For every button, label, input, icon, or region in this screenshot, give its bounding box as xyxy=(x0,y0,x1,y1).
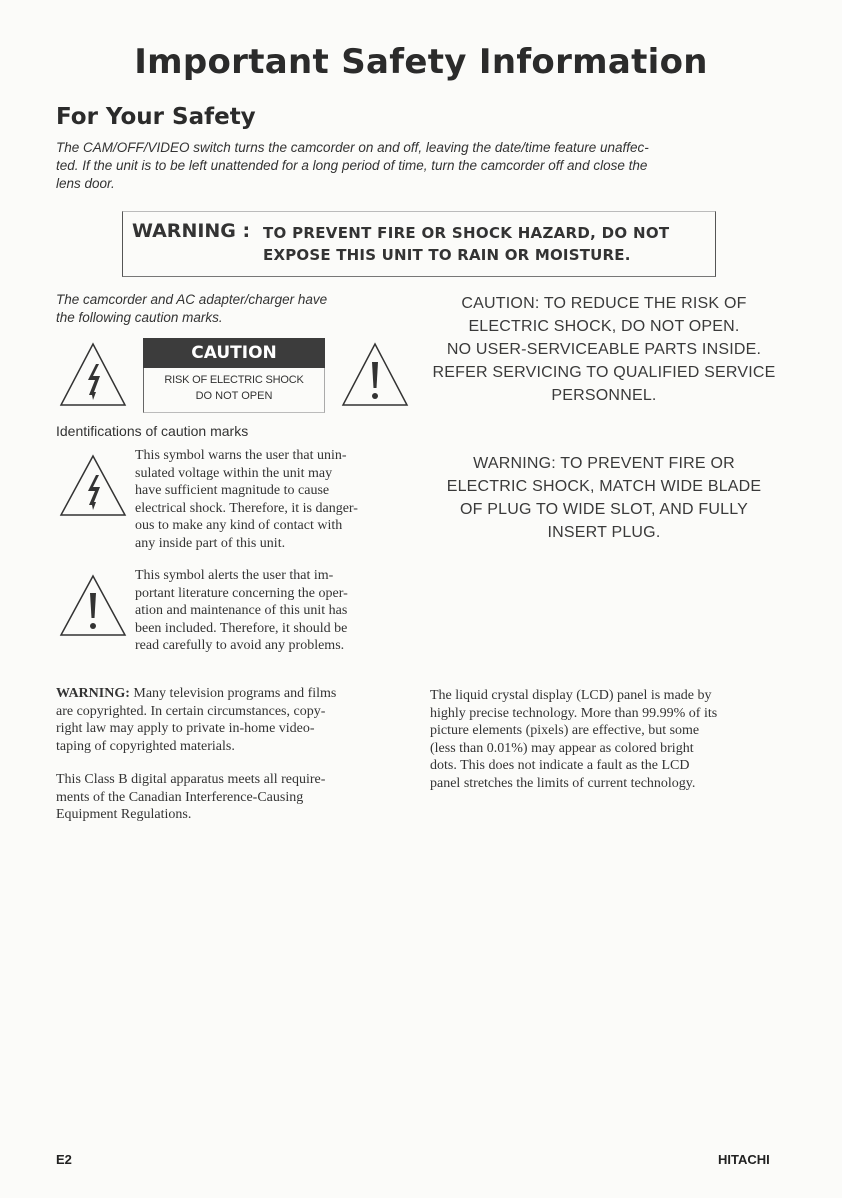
intro-line: ted. If the unit is to be left unattended for a long period of time, turn the camcorder off and close the xyxy=(56,158,648,173)
copyright-line: are copyrighted. In certain circumstances, copy- xyxy=(56,703,326,719)
description-line: ous to make any kind of contact with xyxy=(135,518,343,533)
description-line: sulated voltage within the unit may xyxy=(135,465,333,481)
plug-warning-statement xyxy=(426,452,782,544)
lightning-symbol-description xyxy=(135,447,409,552)
caution-statement-line: CAUTION: TO REDUCE THE RISK OF xyxy=(461,295,747,312)
caution-intro-line: The camcorder and AC adapter/charger have xyxy=(56,292,328,307)
exclamation-symbol-description xyxy=(135,567,409,655)
caution-label-line: DO NOT OPEN xyxy=(195,390,273,402)
lcd-line: dots. This does not indicate a fault as the LCD xyxy=(430,758,690,773)
lightning-warning-icon xyxy=(58,452,128,518)
warning-label: WARNING : xyxy=(132,220,251,242)
caution-statement-line: REFER SERVICING TO QUALIFIED SERVICE xyxy=(432,364,776,381)
caution-marks-caption: Identifications of caution marks xyxy=(56,423,249,439)
canada-line: Equipment Regulations. xyxy=(56,807,192,822)
description-line: read carefully to avoid any problems. xyxy=(135,638,345,653)
warning-statement-line: OF PLUG TO WIDE SLOT, AND FULLY xyxy=(459,501,749,518)
canada-line: ments of the Canadian Interference-Causing xyxy=(56,789,304,805)
section-title: For Your Safety xyxy=(56,104,256,130)
description-line: ation and maintenance of this unit has xyxy=(135,603,348,618)
warning-text-line: EXPOSE THIS UNIT TO RAIN OR MOISTURE. xyxy=(263,246,631,264)
canada-line: This Class B digital apparatus meets all require- xyxy=(56,772,326,787)
exclamation-warning-icon xyxy=(58,572,128,638)
lcd-line: (less than 0.01%) may appear as colored bright xyxy=(430,740,694,756)
copyright-line xyxy=(56,685,408,703)
caution-statement xyxy=(426,292,782,407)
description-line: This symbol alerts the user that im- xyxy=(135,568,334,583)
lcd-line: The liquid crystal display (LCD) panel is made by xyxy=(430,688,712,703)
description-line: have sufficient magnitude to cause xyxy=(135,483,330,498)
caution-label xyxy=(143,338,325,414)
page-number: E2 xyxy=(56,1152,72,1167)
caution-label-line: RISK OF ELECTRIC SHOCK xyxy=(164,374,304,386)
copyright-line: right law may apply to private in-home video- xyxy=(56,721,315,736)
intro-line: lens door. xyxy=(56,176,115,191)
description-line: This symbol warns the user that unin- xyxy=(135,448,347,463)
description-line: any inside part of this unit. xyxy=(135,535,286,551)
lcd-line: highly precise technology. More than 99.99% of its xyxy=(430,705,718,721)
copyright-line-text: Many television programs and films xyxy=(129,686,337,701)
canada-compliance-notice xyxy=(56,771,408,824)
page-title: Important Safety Information xyxy=(134,42,708,82)
copyright-warning xyxy=(56,685,408,755)
copyright-lead: WARNING: xyxy=(56,686,130,701)
brand-name: HITACHI xyxy=(718,1152,770,1167)
warning-box xyxy=(122,211,716,277)
warning-statement-line: ELECTRIC SHOCK, MATCH WIDE BLADE xyxy=(446,478,762,495)
copyright-line: taping of copyrighted materials. xyxy=(56,738,235,754)
caution-statement-line: PERSONNEL. xyxy=(551,387,657,404)
lcd-line: panel stretches the limits of current technology. xyxy=(430,775,696,791)
warning-text-line: TO PREVENT FIRE OR SHOCK HAZARD, DO NOT xyxy=(263,224,670,242)
description-line: portant literature concerning the oper- xyxy=(135,585,348,601)
caution-marks-intro xyxy=(56,291,416,327)
description-line: electrical shock. Therefore, it is danger- xyxy=(135,500,358,516)
warning-statement-line: WARNING: TO PREVENT FIRE OR xyxy=(473,455,735,472)
caution-banner: CAUTION xyxy=(143,338,325,368)
exclamation-warning-icon xyxy=(340,340,410,408)
intro-paragraph xyxy=(56,139,786,193)
lcd-line: picture elements (pixels) are effective, but some xyxy=(430,723,700,738)
caution-statement-line: ELECTRIC SHOCK, DO NOT OPEN. xyxy=(468,318,740,335)
caution-statement-line: NO USER-SERVICEABLE PARTS INSIDE. xyxy=(446,341,762,358)
intro-line: The CAM/OFF/VIDEO switch turns the camcorder on and off, leaving the date/time feature unaffec- xyxy=(56,140,649,155)
lcd-panel-notice xyxy=(430,687,782,792)
description-line: been included. Therefore, it should be xyxy=(135,620,348,636)
lightning-warning-icon xyxy=(58,340,128,408)
caution-intro-line: the following caution marks. xyxy=(56,310,223,325)
warning-statement-line: INSERT PLUG. xyxy=(547,524,661,541)
